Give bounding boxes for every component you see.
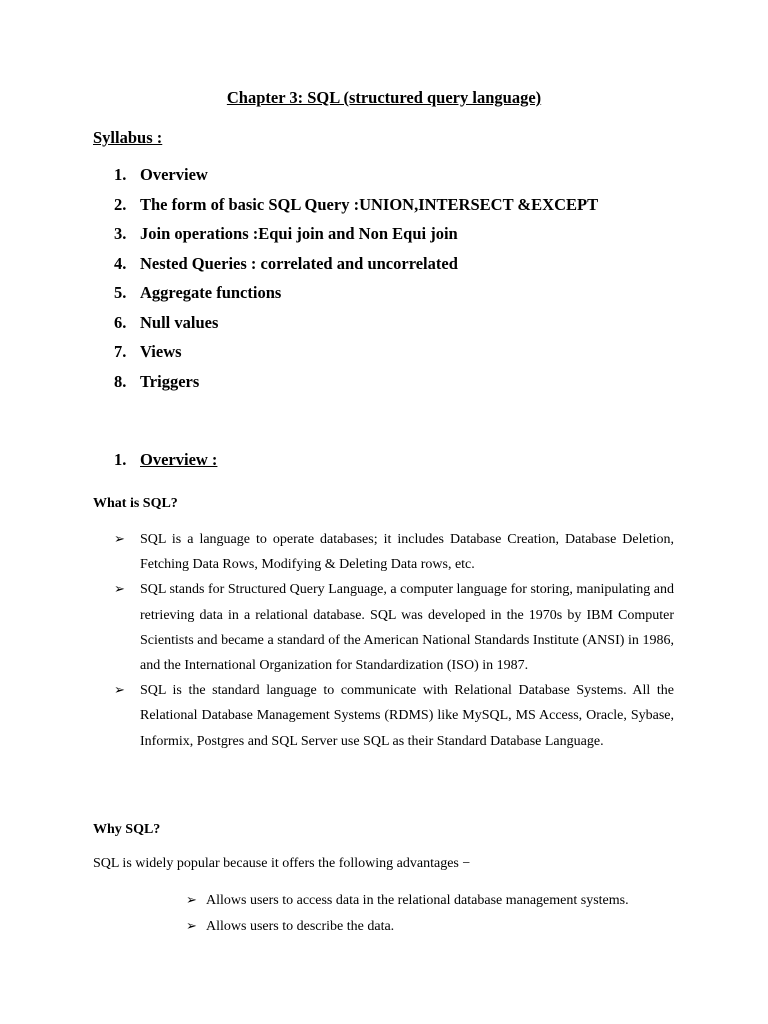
what-is-sql-heading: What is SQL? bbox=[93, 496, 178, 511]
advantage-text: Allows users to describe the data. bbox=[206, 919, 395, 934]
list-item bbox=[186, 914, 629, 940]
item-number: 8. bbox=[114, 371, 127, 391]
syllabus-item bbox=[114, 341, 598, 371]
item-text: Null values bbox=[140, 312, 219, 332]
bullet-text: SQL is the standard language to communicate with Relational Database Systems. All the Relational Database Management Systems (RDMS) like MySQL, MS Access, Oracle, Sybase, Informix, Postgres and SQL Server use SQL as their Standard Database Language. bbox=[140, 683, 674, 749]
item-text: Views bbox=[140, 342, 182, 361]
syllabus-item bbox=[114, 194, 598, 224]
item-number: 1. bbox=[114, 165, 127, 184]
item-number: 6. bbox=[114, 312, 127, 332]
arrow-bullet-icon: ➢ bbox=[114, 582, 125, 598]
syllabus-item bbox=[114, 282, 598, 312]
syllabus-item bbox=[114, 164, 598, 194]
arrow-bullet-icon: ➢ bbox=[114, 683, 125, 699]
overview-section-heading bbox=[114, 450, 217, 470]
list-item bbox=[114, 577, 674, 678]
syllabus-item bbox=[114, 223, 598, 253]
section-number: 1. bbox=[114, 450, 127, 469]
arrow-bullet-icon: ➢ bbox=[186, 919, 197, 934]
item-number: 7. bbox=[114, 342, 127, 361]
syllabus-item bbox=[114, 312, 598, 342]
item-number: 3. bbox=[114, 224, 127, 243]
overview-bullet-list bbox=[114, 527, 674, 754]
item-text: Triggers bbox=[140, 371, 200, 391]
advantage-text: Allows users to access data in the relational database management systems. bbox=[206, 893, 629, 908]
syllabus-item bbox=[114, 253, 598, 283]
why-sql-intro: SQL is widely popular because it offers the following advantages − bbox=[93, 856, 471, 871]
list-item bbox=[186, 888, 629, 914]
list-item bbox=[114, 678, 674, 754]
syllabus-list bbox=[114, 164, 598, 400]
advantages-list bbox=[186, 888, 629, 940]
bullet-text: SQL is a language to operate databases; it includes Database Creation, Database Deletion, Fetching Data Rows, Modifying & Deleting Data rows, etc. bbox=[140, 532, 674, 573]
item-text: Overview bbox=[140, 165, 208, 184]
chapter-title: Chapter 3: SQL (structured query language) bbox=[226, 88, 542, 107]
section-label: Overview : bbox=[140, 450, 218, 469]
list-item bbox=[114, 527, 674, 577]
item-number: 4. bbox=[114, 253, 127, 273]
why-sql-heading: Why SQL? bbox=[93, 822, 161, 837]
item-number: 5. bbox=[114, 283, 127, 302]
item-text: Aggregate functions bbox=[140, 283, 282, 302]
syllabus-item bbox=[114, 371, 598, 401]
arrow-bullet-icon: ➢ bbox=[186, 893, 197, 908]
item-number: 2. bbox=[114, 194, 127, 214]
item-text: Nested Queries : correlated and uncorrelated bbox=[140, 253, 458, 273]
arrow-bullet-icon: ➢ bbox=[114, 532, 125, 547]
item-text: Join operations :Equi join and Non Equi join bbox=[140, 224, 458, 243]
item-text: The form of basic SQL Query :UNION,INTERSECT &EXCEPT bbox=[140, 194, 599, 214]
syllabus-heading: Syllabus : bbox=[93, 128, 163, 147]
bullet-text: SQL stands for Structured Query Language, a computer language for storing, manipulating and retrieving data in a relational database. SQL was developed in the 1970s by IBM Computer Scientists and became a standard of the American National Standards Institute (ANSI) in 1986, and the International Organization for Standardization (ISO) in 1987. bbox=[140, 582, 674, 674]
